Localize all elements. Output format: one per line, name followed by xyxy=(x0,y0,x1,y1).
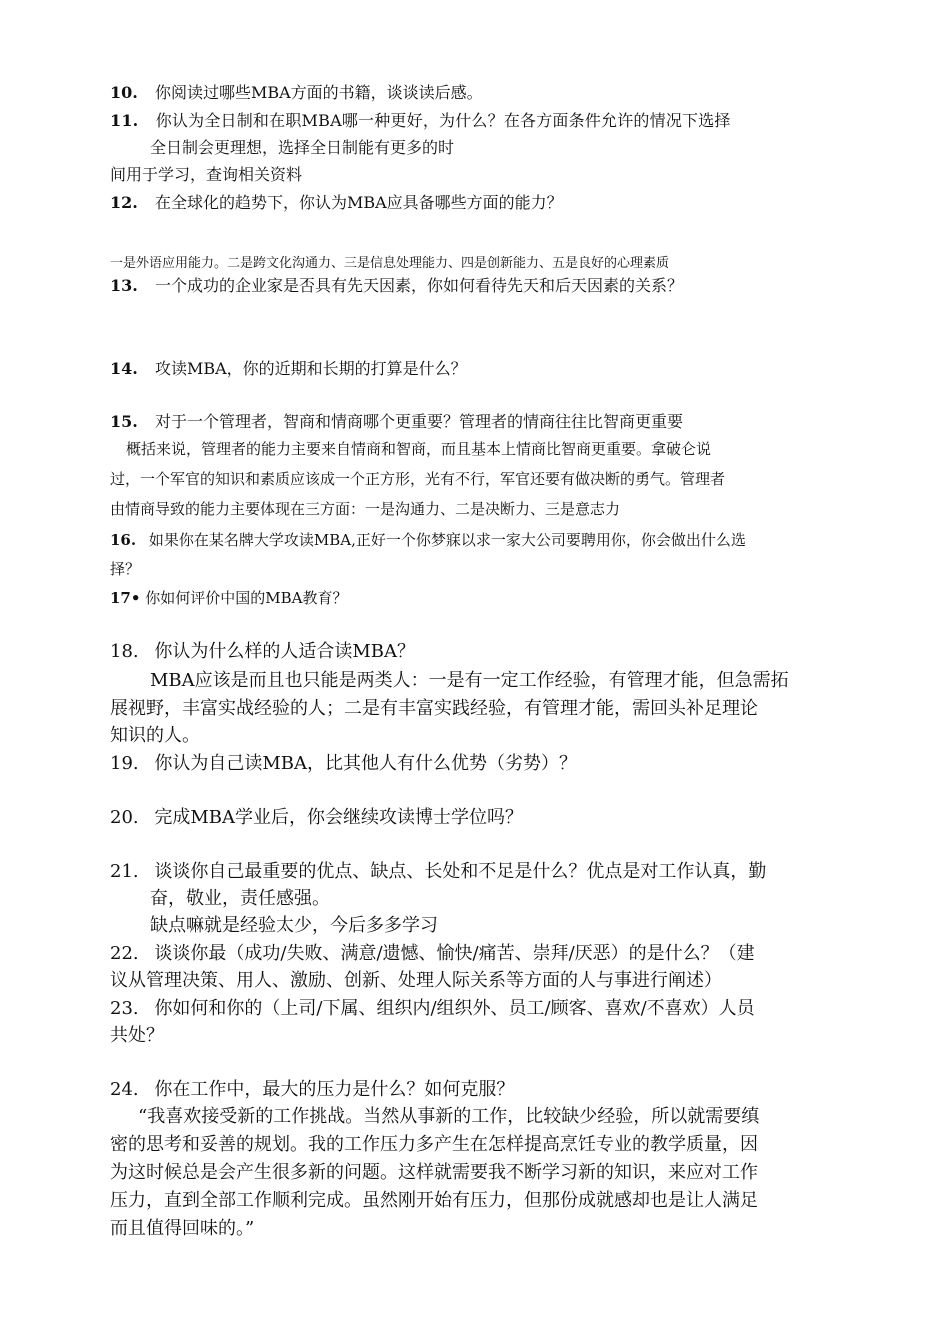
question-text: 你阅读过哪些MBA方面的书籍，谈谈读后感。 xyxy=(154,83,483,102)
question-text: 对于一个管理者，智商和情商哪个更重要？管理者的情商往往比智商更重要 xyxy=(154,412,683,431)
question-20 xyxy=(110,803,523,829)
question-number: 18. xyxy=(110,641,139,662)
question-number: 21. xyxy=(110,861,139,882)
question-text: 一个成功的企业家是否具有先天因素，你如何看待先天和后天因素的关系？ xyxy=(154,276,683,295)
question-14 xyxy=(110,356,467,379)
answer-line: 奋，敬业，责任感强。 xyxy=(150,888,330,909)
question-number: 20. xyxy=(110,807,139,828)
question-text: 谈谈你最（成功/失败、满意/遗憾、愉快/痛苦、崇拜/厌恶）的是什么？（建 xyxy=(154,943,755,964)
question-23 xyxy=(110,994,755,1020)
answer-line: “我喜欢接受新的工作挑战。当然从事新的工作，比较缺少经验，所以就需要缜 xyxy=(138,1106,760,1127)
question-17 xyxy=(110,587,347,608)
question-number: 24. xyxy=(110,1079,139,1100)
question-text: 如果你在某名牌大学攻读MBA,正好一个你梦寐以求一家大公司要聘用你，你会做出什么选 xyxy=(148,531,746,549)
question-22 xyxy=(110,939,755,965)
question-18 xyxy=(110,637,415,663)
question-number: 14. xyxy=(110,359,138,378)
question-11 xyxy=(110,108,731,131)
answer-line: 共处？ xyxy=(110,1025,164,1046)
question-number: 11. xyxy=(110,111,139,130)
question-text: 在全球化的趋势下，你认为MBA应具备哪些方面的能力？ xyxy=(154,193,563,212)
question-number: 22. xyxy=(110,943,139,964)
question-number: 10. xyxy=(110,83,138,102)
question-text: 你认为什么样的人适合读MBA？ xyxy=(154,641,416,662)
question-text: 谈谈你自己最重要的优点、缺点、长处和不足是什么？优点是对工作认真，勤 xyxy=(154,861,767,882)
answer-line: 压力，直到全部工作顺利完成。虽然刚开始有压力，但那份成就感却也是让人满足 xyxy=(110,1190,758,1211)
question-12 xyxy=(110,190,563,213)
answer-line: 而且值得回味的。” xyxy=(110,1218,255,1239)
answer-line: 一是外语应用能力。二是跨文化沟通力、三是信息处理能力、四是创新能力、五是良好的心理素质 xyxy=(110,256,670,271)
question-text: 完成MBA学业后，你会继续攻读博士学位吗？ xyxy=(154,807,524,828)
question-number: 19. xyxy=(110,753,139,774)
question-number: 15. xyxy=(110,412,138,431)
answer-line: 密的思考和妥善的规划。我的工作压力多产生在怎样提高烹饪专业的教学质量，因 xyxy=(110,1134,758,1155)
answer-line: 缺点嘛就是经验太少，今后多多学习 xyxy=(150,915,438,936)
question-number: 23. xyxy=(110,998,139,1019)
question-number: 12. xyxy=(110,193,138,212)
question-15 xyxy=(110,409,683,432)
answer-line: 为这时候总是会产生很多新的问题。这样就需要我不断学习新的知识，来应对工作 xyxy=(110,1162,758,1183)
question-24 xyxy=(110,1075,514,1101)
answer-line: 间用于学习，查询相关资料 xyxy=(110,165,303,184)
answer-line: 择？ xyxy=(110,560,141,578)
answer-line: 过，一个军官的知识和素质应该成一个正方形，光有不行，军官还要有做决断的勇气。管理者 xyxy=(110,470,726,488)
question-text: 你如何评价中国的MBA教育？ xyxy=(145,589,348,607)
question-text: 你认为自己读MBA，比其他人有什么优势（劣势）？ xyxy=(154,753,578,774)
answer-line: 展视野，丰富实战经验的人；二是有丰富实践经验，有管理才能，需回头补足理论 xyxy=(110,698,758,719)
question-number: 13. xyxy=(110,276,138,295)
answer-line: 全日制会更理想，选择全日制能有更多的时 xyxy=(150,138,455,157)
question-10 xyxy=(110,80,483,103)
question-text: 攻读MBA，你的近期和长期的打算是什么？ xyxy=(154,359,467,378)
question-number: 17• xyxy=(110,589,141,607)
question-13 xyxy=(110,273,683,296)
question-text: 你认为全日制和在职MBA哪一种更好，为什么？在各方面条件允许的情况下选择 xyxy=(155,111,731,130)
question-19 xyxy=(110,749,577,775)
question-number: 16. xyxy=(110,531,137,549)
answer-line: 概括来说，管理者的能力主要来自情商和智商，而且基本上情商比智商更重要。拿破仑说 xyxy=(126,440,712,458)
answer-line: MBA应该是而且也只能是两类人：一是有一定工作经验，有管理才能，但急需拓 xyxy=(150,670,789,691)
question-text: 你在工作中，最大的压力是什么？如何克服？ xyxy=(154,1079,515,1100)
answer-line: 由情商导致的能力主要体现在三方面：一是沟通力、二是决断力、三是意志力 xyxy=(110,500,621,518)
question-16 xyxy=(110,529,746,550)
answer-line: 知识的人。 xyxy=(110,725,200,746)
question-text: 你如何和你的（上司/下属、组织内/组织外、员工/顾客、喜欢/不喜欢）人员 xyxy=(154,998,755,1019)
answer-line: 议从管理决策、用人、激励、创新、处理人际关系等方面的人与事进行阐述） xyxy=(110,970,722,991)
question-21 xyxy=(110,857,766,883)
